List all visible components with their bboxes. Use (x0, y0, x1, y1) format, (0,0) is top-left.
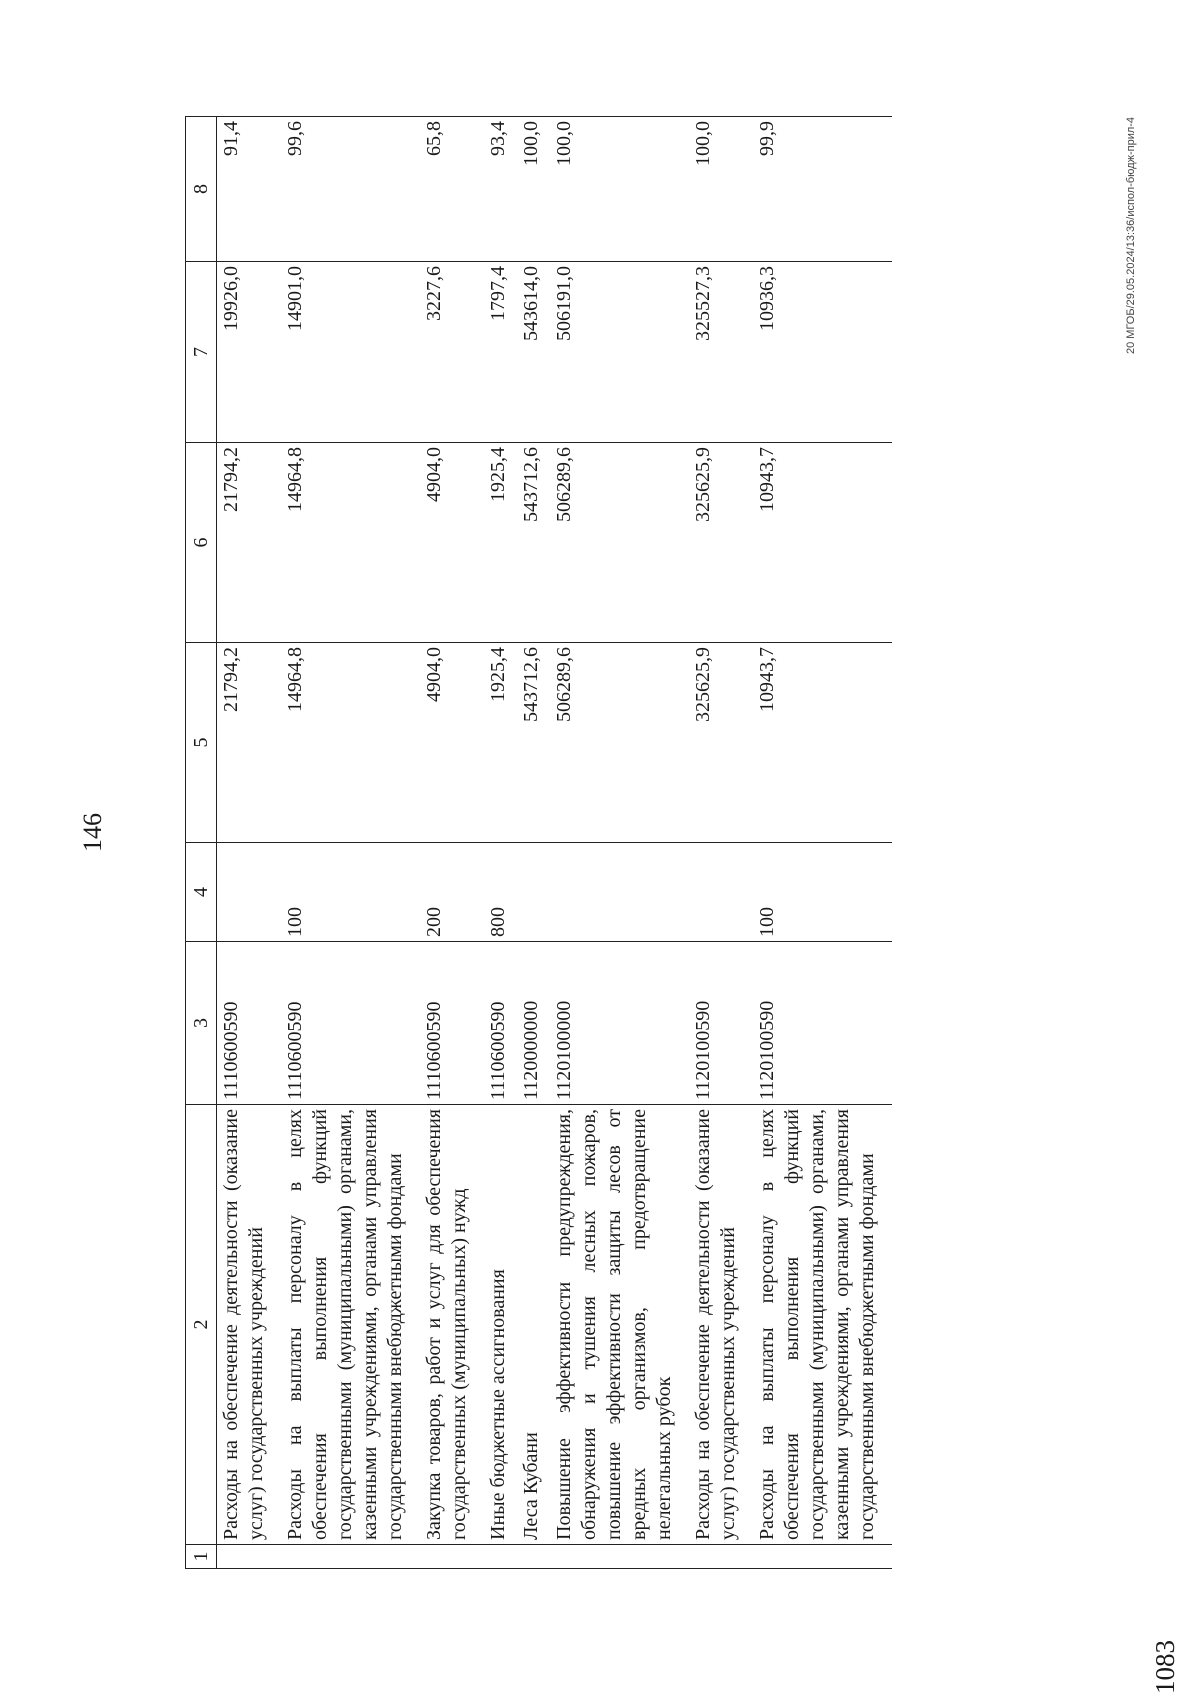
cell-type (689, 843, 753, 942)
table-row (281, 117, 420, 1569)
cell-col6: 325625,9 (689, 443, 753, 643)
column-header-8: 8 (186, 117, 217, 262)
cell-code: 1120000000 (517, 942, 550, 1105)
cell-col8: 91,4 (217, 117, 282, 262)
page-number: 146 (78, 813, 107, 852)
cell-type (550, 843, 689, 942)
table-row (484, 117, 517, 1569)
cell-col8: 93,4 (484, 117, 517, 262)
cell-name: Расходы на обеспечение деятельности (оказание услуг) государственных учреждений (689, 1105, 753, 1545)
cell-col8: 99,6 (281, 117, 420, 262)
column-header-7: 7 (186, 262, 217, 443)
cell-type (217, 843, 282, 942)
cell-name: Закупка товаров, работ и услуг для обеспечения государственных (муниципальных) нужд (420, 1105, 484, 1545)
sheet-number: 1083 (1150, 1640, 1180, 1694)
cell-col1 (753, 1545, 892, 1569)
cell-col8: 65,8 (420, 117, 484, 262)
cell-col6: 21794,2 (217, 443, 282, 643)
column-header-5: 5 (186, 643, 217, 843)
cell-col8: 100,0 (689, 117, 753, 262)
table-row (217, 117, 282, 1569)
table-row (420, 117, 484, 1569)
cell-col5: 4904,0 (420, 643, 484, 843)
cell-name: Расходы на выплаты персоналу в целях обеспечения выполнения функций государственными (муниципальными) органами, казенными учреждениями, органами управления государственными внебюджетными фондами (753, 1105, 892, 1545)
cell-code: 1120100000 (550, 942, 689, 1105)
cell-col6: 14964,8 (281, 443, 420, 643)
cell-code: 1110600590 (420, 942, 484, 1105)
document-footer: 20 МГОБ/29.05.2024/13:36/испол-бюдж-прил-4 (1125, 116, 1137, 354)
cell-col7: 506191,0 (550, 262, 689, 443)
cell-col7: 325527,3 (689, 262, 753, 443)
cell-col5: 14964,8 (281, 643, 420, 843)
cell-col5: 543712,6 (517, 643, 550, 843)
cell-col7: 543614,0 (517, 262, 550, 443)
budget-table (185, 116, 892, 1569)
cell-name: Иные бюджетные ассигнования (484, 1105, 517, 1545)
table-row (517, 117, 550, 1569)
column-header-3: 3 (186, 942, 217, 1105)
cell-col8: 100,0 (550, 117, 689, 262)
column-header-1: 1 (186, 1545, 217, 1569)
table-row (550, 117, 689, 1569)
cell-col7: 14901,0 (281, 262, 420, 443)
cell-col1 (517, 1545, 550, 1569)
table-header-row (186, 117, 217, 1569)
column-header-2: 2 (186, 1105, 217, 1545)
cell-code: 1110600590 (281, 942, 420, 1105)
cell-code: 1120100590 (689, 942, 753, 1105)
cell-col6: 1925,4 (484, 443, 517, 643)
cell-col6: 543712,6 (517, 443, 550, 643)
cell-type: 200 (420, 843, 484, 942)
cell-name: Расходы на выплаты персоналу в целях обеспечения выполнения функций государственными (муниципальными) органами, казенными учреждениями, органами управления государственными внебюджетными фондами (281, 1105, 420, 1545)
cell-col6: 10943,7 (753, 443, 892, 643)
cell-name: Леса Кубани (517, 1105, 550, 1545)
cell-col5: 506289,6 (550, 643, 689, 843)
cell-name: Расходы на обеспечение деятельности (оказание услуг) государственных учреждений (217, 1105, 282, 1545)
cell-code: 1110600590 (217, 942, 282, 1105)
cell-col1 (550, 1545, 689, 1569)
cell-col7: 10936,3 (753, 262, 892, 443)
cell-type: 100 (281, 843, 420, 942)
cell-col1 (217, 1545, 282, 1569)
table-row (753, 117, 892, 1569)
cell-col5: 1925,4 (484, 643, 517, 843)
cell-col6: 4904,0 (420, 443, 484, 643)
cell-code: 1120100590 (753, 942, 892, 1105)
cell-col1 (689, 1545, 753, 1569)
cell-col5: 325625,9 (689, 643, 753, 843)
cell-type: 800 (484, 843, 517, 942)
cell-type: 100 (753, 843, 892, 942)
column-header-6: 6 (186, 443, 217, 643)
cell-type (517, 843, 550, 942)
cell-col8: 99,9 (753, 117, 892, 262)
cell-col5: 21794,2 (217, 643, 282, 843)
cell-col7: 3227,6 (420, 262, 484, 443)
cell-col8: 100,0 (517, 117, 550, 262)
column-header-4: 4 (186, 843, 217, 942)
cell-col7: 1797,4 (484, 262, 517, 443)
cell-name: Повышение эффективности предупреждения, обнаружения и тушения лесных пожаров, повышение эффективности защиты лесов от вредных организмов, предотвращение нелегальных рубок (550, 1105, 689, 1545)
cell-col1 (484, 1545, 517, 1569)
cell-col6: 506289,6 (550, 443, 689, 643)
cell-col7: 19926,0 (217, 262, 282, 443)
cell-col1 (281, 1545, 420, 1569)
cell-col1 (420, 1545, 484, 1569)
cell-code: 1110600590 (484, 942, 517, 1105)
table-row (689, 117, 753, 1569)
cell-col5: 10943,7 (753, 643, 892, 843)
